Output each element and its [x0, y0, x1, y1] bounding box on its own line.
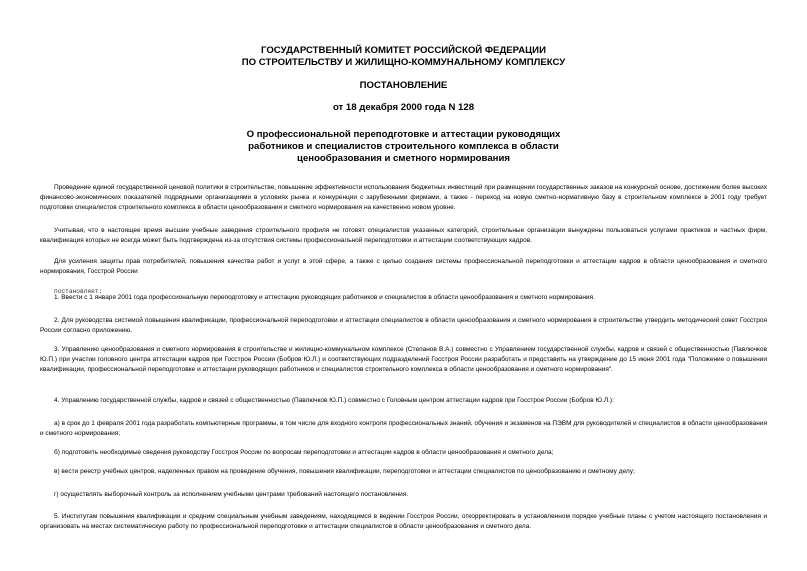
document-subject [0, 129, 807, 165]
paragraph-text: Для усиления защиты прав потребителей, повышения качества работ и услуг в этой сфере, а также с целью создания системы профессиональной переподготовки и аттестации кадров в области ценообразования и сметного нормирования, Госстрой России [40, 258, 767, 275]
preamble-paragraph-1 [40, 183, 767, 213]
clause-4-c [40, 467, 767, 477]
preamble-paragraph-2 [40, 226, 767, 246]
paragraph-text: а) в срок до 1 февраля 2001 года разработать компьютерные программы, в том числе для входного контроля профессиональных знаний, обучения и экзаменов на ПЭВМ для руководителей и специалистов в области ценообразования и сметного нормирования; [40, 420, 767, 437]
paragraph-text: 2. Для руководства системой повышения квалификации, профессиональной переподготовки и аттестации специалистов в области ценообразования и сметного нормирования в строительстве утвердить методический совет Госстроя России согласно приложению. [40, 317, 767, 334]
subject-line-2: работников и специалистов строительного комплекса в области [248, 141, 559, 152]
paragraph-text: б) подготовить необходимые сведения руководству Госстроя России по вопросам переподготовки и аттестации кадров в области ценообразования и сметного дела; [54, 449, 554, 456]
paragraph-text: 3. Управлению ценообразования и сметного нормирования в строительстве и жилищно-коммунальном комплексе (Степанов В.А.) совместно с Управлением государственной службы, кадров и связей с общественностью (Павлючков Ю.П.) при участии головного центра аттестации кадров при Госстрое России (Бобров Ю.Л.) и соответствующих подразделений Госстроя России разработать и представить на утверждение до 15 июня 2001 года "Положение о повышении квалификации, профессиональной переподготовке и аттестации руководящих работников и специалистов строительного комплекса в области ценообразования и сметного нормирования". [40, 346, 767, 373]
clause-5 [40, 512, 767, 532]
paragraph-text: 5. Институтам повышения квалификации и средним специальным учебным заведениям, находящимся в ведении Госстроя России, откорректировать в установленном порядке учебные планы с учетом настоящего постановления и организовать на местах систематическую работу по профессиональной переподготовке и аттестации специалистов в области ценообразования и сметного дела. [40, 513, 767, 530]
paragraph-text: Учитывая, что в настоящее время высшие учебные заведения строительного профиля не готовят специалистов указанных категорий, строительные организации вынуждены пользоваться услугами практиков и частных фирм, квалификация которых не всегда может быть подтверждена из-за отсутствия системы профессиональной переподготовки и аттестации соответствующих кадров. [40, 227, 767, 244]
authority-line-1: ГОСУДАРСТВЕННЫЙ КОМИТЕТ РОССИЙСКОЙ ФЕДЕРАЦИИ [261, 45, 546, 56]
clause-4-b [40, 448, 767, 458]
document-type: ПОСТАНОВЛЕНИЕ [359, 80, 448, 91]
paragraph-text: в) вести реестр учебных центров, наделенных правом на проведение обучения, повышения квалификации, переподготовки и аттестации специалистов по ценообразованию и сметному делу; [54, 468, 635, 475]
paragraph-text: 1. Ввести с 1 января 2001 года профессиональную переподготовку и аттестацию руководящих работников и специалистов в области ценообразования и сметного нормирования. [54, 294, 595, 301]
decree-word: постановляет: [54, 288, 103, 295]
clause-2 [40, 316, 767, 336]
authority-line-2: ПО СТРОИТЕЛЬСТВУ И ЖИЛИЩНО-КОММУНАЛЬНОМУ КОМПЛЕКСУ [241, 57, 566, 68]
preamble-paragraph-3 [40, 257, 767, 277]
clause-4-d [40, 490, 767, 500]
clause-1 [40, 293, 767, 303]
clause-3 [40, 345, 767, 375]
issuing-authority [0, 45, 807, 69]
paragraph-text: Проведение единой государственной ценовой политики в строительстве, повышение эффективности использования бюджетных инвестиций при размещении государственных заказов на конкурсной основе, достижение более высоких финансово-экономических показателей подрядными организациями в условиях рынка и конкуренции с зарубежными фирмами, а также - переход на новую сметно-нормативную базу в строительном комплексе в 2001 году требует подготовки специалистов строительного комплекса в области ценообразования и сметного нормирования на качественно новом уровне. [40, 184, 767, 211]
document-date-number: от 18 декабря 2000 года N 128 [332, 102, 475, 113]
clause-4-a [40, 419, 767, 439]
clause-4 [40, 396, 767, 406]
paragraph-text: 4. Управлению государственной службы, кадров и связей с общественностью (Павлючков Ю.П.) совместно с Головным центром аттестации кадров при Госстрое России (Бобров Ю.Л.): [54, 397, 614, 404]
paragraph-text: г) осуществлять выборочный контроль за исполнением учебными центрами требований настоящего постановления. [54, 491, 409, 498]
subject-line-3: ценообразования и сметного нормирования [297, 153, 510, 164]
subject-line-1: О профессиональной переподготовке и аттестации руководящих [246, 129, 561, 140]
